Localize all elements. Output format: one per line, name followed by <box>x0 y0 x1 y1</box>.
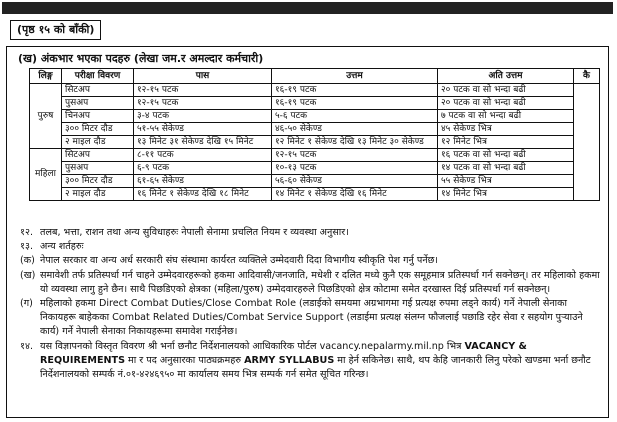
table-cell: १६-१९ पटक <box>272 84 438 97</box>
header-pass: पास <box>134 69 272 84</box>
note-text: तलब, भत्ता, राशन तथा अन्य सुविधाहरुः नेपाली सेनामा प्रचलित नियम र व्यवस्था अनुसार। <box>40 227 349 238</box>
note-number: १२. <box>20 227 34 238</box>
fitness-requirements-table <box>29 68 600 201</box>
table-cell: १४ पटक वा सो भन्दा बढी <box>438 162 574 175</box>
gender-male: पुरुष <box>30 84 62 149</box>
table-row <box>30 84 600 97</box>
table-cell: १३ मिनेट ३१ सेकेण्ड देखि १५ मिनेट <box>134 136 272 149</box>
table-cell: सिटअप <box>62 84 134 97</box>
note-text: नेपाल सरकार वा अन्य अर्ध सरकारी संघ संस्थामा कार्यरत व्यक्तिले उम्मेदवारी दिदा विभागीय स्वीकृति पेश गर्नु पर्नेछ। <box>40 255 439 267</box>
gender-female: महिला <box>30 149 62 201</box>
table-cell: २ माइल दौड <box>62 188 134 201</box>
table-cell: ५-६ पटक <box>272 110 438 123</box>
table-cell: ७ पटक वा सो भन्दा बढी <box>438 110 574 123</box>
note-item-13 <box>20 240 602 254</box>
table-cell: १२-१५ पटक <box>134 84 272 97</box>
header-remark: कै <box>574 69 600 84</box>
header-excellent: अति उत्तम <box>438 69 574 84</box>
note-text <box>40 340 602 383</box>
table-cell: ३-४ पटक <box>134 110 272 123</box>
table-cell: २० पटक वा सो भन्दा बढी <box>438 84 574 97</box>
continuation-tag: (पृष्ठ १५ को बाँकी) <box>10 20 101 40</box>
table-cell: १२-१५ पटक <box>134 97 272 110</box>
header-exam: परीक्षा विवरण <box>62 69 134 84</box>
note-number: (ग) <box>20 298 33 310</box>
table-cell: ४६-५० सेकेण्ड <box>272 123 438 136</box>
table-cell: १०-१३ पटक <box>272 162 438 175</box>
note-item-12 <box>20 226 602 240</box>
header-good: उत्तम <box>272 69 438 84</box>
note-item-kha <box>20 269 602 297</box>
note-item-ka <box>20 254 602 268</box>
army-syllabus-label: ARMY SYLLABUS <box>244 354 335 366</box>
table-cell: ६-९ पटक <box>134 162 272 175</box>
remark-cell <box>574 84 600 201</box>
section-title: (ख) अंकभार भएका पदहरु (लेखा जम.र अमल्दार कर्मचारी) <box>18 52 264 65</box>
vacancy-requirements-label: VACANCY & REQUIREMENTS <box>40 340 527 366</box>
table-cell: १२ मिनेट १ सेकेण्ड देखि १३ मिनेट ३० सेकेण्ड <box>272 136 438 149</box>
table-cell: ४५ सेकेण्ड भित्र <box>438 123 574 136</box>
table-row <box>30 162 600 175</box>
table-row <box>30 97 600 110</box>
note-number: (ख) <box>20 269 36 281</box>
table-row <box>30 136 600 149</box>
table-cell: सिटअप <box>62 149 134 162</box>
note-item-ga <box>20 297 602 340</box>
table-cell: २० पटक वा सो भन्दा बढी <box>438 97 574 110</box>
note-number: १३. <box>20 241 34 253</box>
header-gender: लिङ्ग <box>30 69 62 84</box>
note-text-part: यस विज्ञापनको विस्तृत विवरण श्री भर्ना छनौट निर्देशनालयको आधिकारिक पोर्टल vacancy.nepalarmy.mil.np भित्र <box>40 340 465 352</box>
table-row <box>30 123 600 136</box>
table-cell: १२ मिनेट भित्र <box>438 136 574 149</box>
table-row <box>30 175 600 188</box>
notes-section <box>20 226 602 382</box>
table-cell: ५१-५५ सेकेण्ड <box>134 123 272 136</box>
table-cell: १६ मिनेट १ सेकेण्ड देखि १८ मिनेट <box>134 188 272 201</box>
table-cell: १२-१५ पटक <box>272 149 438 162</box>
table-cell: १६ पटक वा सो भन्दा बढी <box>438 149 574 162</box>
table-cell: १४ मिनेट १ सेकेण्ड देखि १६ मिनेट <box>272 188 438 201</box>
table-cell: ५५ सेकेण्ड भित्र <box>438 175 574 188</box>
table-row <box>30 110 600 123</box>
note-number: १४. <box>20 340 34 352</box>
table-cell: १४ मिनेट भित्र <box>438 188 574 201</box>
table-row <box>30 188 600 201</box>
note-text: अन्य शर्तहरुः <box>40 241 84 253</box>
table-header-row <box>30 69 600 84</box>
table-cell: ८-११ पटक <box>134 149 272 162</box>
table-cell: पुसअप <box>62 162 134 175</box>
table-cell: २ माइल दौड <box>62 136 134 149</box>
note-text-part: मा हेर्न सकिनेछ। साथै, थप केहि जानकारी लिनु परेको खण्डमा भर्ना छनौट निर्देशनालयको सम्पर्क नं.०१-४२४६९५० मा कार्यालय समय भित्र सम्पर्क गर्न समेत सूचित गरिन्छ। <box>40 354 591 381</box>
table-cell: १६-१९ पटक <box>272 97 438 110</box>
note-item-14 <box>20 340 602 383</box>
top-border-bar <box>2 2 613 14</box>
note-text-part: मा र पद अनुसारका पाठ्यक्रमहरु <box>124 354 245 366</box>
table-cell: चिनअप <box>62 110 134 123</box>
table-cell: ३०० मिटर दौड <box>62 175 134 188</box>
note-text: महिलाको हकमा Direct Combat Duties/Close Combat Role (लडाईको समयमा अग्रभागमा गई प्रत्यक्ष रुपमा लड्ने कार्य) गर्ने नेपाली सेनाका निकायहरू बाहेकका Combat Related Duties/Combat Service Support (लडाईमा प्रत्यक्ष संलग्न फौजलाई पछाडि रहेर सेवा र सहयोग पुऱ्याउने कार्य) गर्ने नेपाली सेनाका निकायहरूमा समावेश गराईनेछ। <box>40 298 583 338</box>
table-cell: पुसअप <box>62 97 134 110</box>
table-row <box>30 149 600 162</box>
table-cell: ३०० मिटर दौड <box>62 123 134 136</box>
table-cell: ६१-६५ सेकेण्ड <box>134 175 272 188</box>
note-text: समावेशी तर्फ प्रतिस्पर्धा गर्न चाहने उम्मेदवारहरूको हकमा आदिवासी/जनजाति, मधेशी र दलित मध्ये कुनै एक समूहमात्र प्रतिस्पर्धा गर्न सक्नेछन्। तर महिलाको हकमा यो व्यवस्था लागु हुने छैन। साथै पिछडिएको क्षेत्रका (महिला/पुरुष) उम्मेदवारहरुले पिछडिएको क्षेत्र कोटामा समेत दरखास्त दिई प्रतिस्पर्धा गर्न सक्नेछन्। <box>40 269 600 295</box>
table-cell: ५६-६० सेकेण्ड <box>272 175 438 188</box>
note-number: (क) <box>20 255 35 267</box>
